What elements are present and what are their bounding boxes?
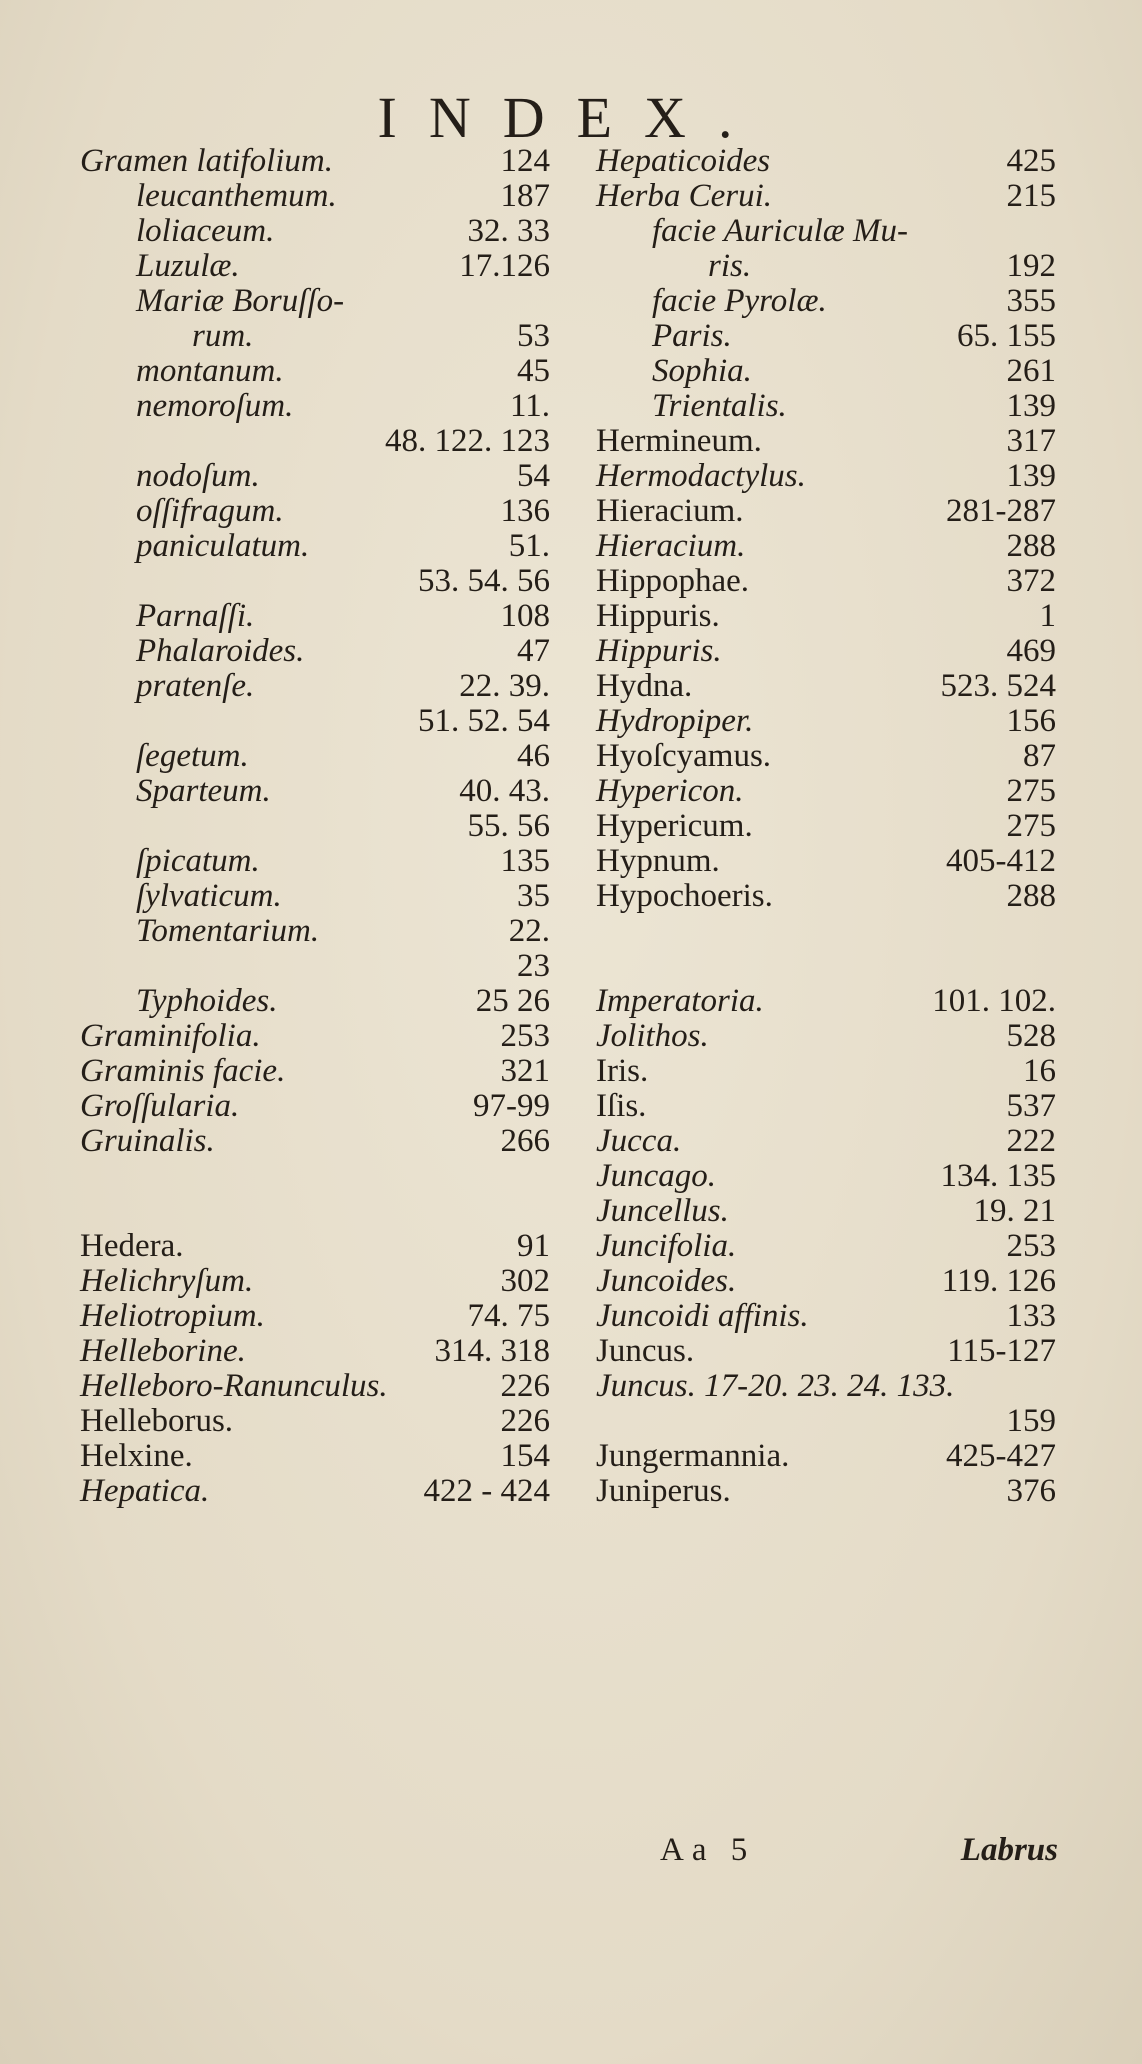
index-entry (80, 214, 550, 249)
index-entry (596, 354, 1056, 389)
index-entry (596, 1089, 1056, 1124)
entry-pages: 40. 43. (459, 773, 550, 809)
index-entry (596, 774, 1056, 809)
entry-pages: 115-127 (947, 1333, 1056, 1369)
index-entry (596, 1229, 1056, 1264)
index-entry (596, 704, 1056, 739)
entry-pages: 317 (1006, 423, 1056, 459)
page-title: INDEX. (377, 85, 765, 150)
entry-pages: 253 (500, 1018, 550, 1054)
entry-name: nodoſum. (136, 458, 260, 494)
index-entry (80, 529, 550, 564)
entry-pages: 54 (517, 458, 550, 494)
index-entry (596, 179, 1056, 214)
entry-name: Juncoidi affinis. (596, 1298, 809, 1334)
entry-name: Parnaſſi. (136, 598, 255, 634)
entry-pages: 288 (1006, 878, 1056, 914)
entry-name: Phalaroides. (136, 633, 305, 669)
index-entry (80, 1089, 550, 1124)
entry-name: facie Auriculæ Mu- (652, 213, 909, 249)
entry-pages: 314. 318 (434, 1333, 550, 1369)
index-entry (80, 179, 550, 214)
entry-name: loliaceum. (136, 213, 275, 249)
index-entry (80, 1404, 550, 1439)
index-entry (80, 249, 550, 284)
entry-pages: 275 (1006, 808, 1056, 844)
entry-name: Trientalis. (652, 388, 787, 424)
entry-pages: 139 (1006, 458, 1056, 494)
entry-pages: 215 (1006, 178, 1056, 214)
entry-pages: 19. 21 (973, 1193, 1056, 1229)
entry-pages: 55. 56 (467, 808, 550, 844)
index-entry (80, 844, 550, 879)
entry-name: Iris. (596, 1053, 649, 1089)
entry-pages: 425-427 (946, 1438, 1056, 1474)
index-entry (596, 1439, 1056, 1474)
entry-name: Hippuris. (596, 598, 720, 634)
entry-pages: 133 (1006, 1298, 1056, 1334)
entry-name: Juniperus. (596, 1473, 731, 1509)
entry-name: Juncifolia. (596, 1228, 737, 1264)
index-entry (596, 949, 1056, 984)
entry-name: Tomentarium. (136, 913, 320, 949)
entry-name: oſſifragum. (136, 493, 284, 529)
index-entry (596, 1369, 1056, 1404)
index-entry (596, 1159, 1056, 1194)
entry-pages: 187 (500, 178, 550, 214)
entry-pages: 154 (500, 1438, 550, 1474)
entry-pages: 22. (508, 913, 550, 949)
entry-name: Hydropiper. (596, 703, 754, 739)
entry-name: Sparteum. (136, 773, 271, 809)
entry-name: Graminis facie. (80, 1053, 286, 1089)
entry-pages: 266 (500, 1123, 550, 1159)
entry-name: montanum. (136, 353, 284, 389)
entry-pages: 376 (1006, 1473, 1056, 1509)
entry-name: Helichryſum. (80, 1263, 254, 1299)
entry-pages: 46 (517, 738, 550, 774)
entry-name: Hypochoeris. (596, 878, 773, 914)
index-entry (80, 599, 550, 634)
entry-pages: 405-412 (946, 843, 1056, 879)
index-entry (596, 284, 1056, 319)
index-column-left (80, 144, 550, 1509)
index-entry (80, 389, 550, 424)
index-entry (596, 1299, 1056, 1334)
index-entry (80, 424, 550, 459)
entry-name: Hermineum. (596, 423, 762, 459)
index-entry (596, 319, 1056, 354)
index-entry (596, 144, 1056, 179)
entry-pages: 281-287 (946, 493, 1056, 529)
index-entry (80, 984, 550, 1019)
entry-pages: 135 (500, 843, 550, 879)
index-entry (80, 319, 550, 354)
index-entry (80, 144, 550, 179)
entry-pages: 101. 102. (932, 983, 1056, 1019)
entry-pages: 17.126 (459, 248, 550, 284)
index-entry (596, 809, 1056, 844)
entry-name: Helleborine. (80, 1333, 246, 1369)
entry-name: nemoroſum. (136, 388, 294, 424)
index-entry (596, 879, 1056, 914)
entry-pages: 139 (1006, 388, 1056, 424)
index-entry (80, 949, 550, 984)
entry-name: Sophia. (652, 353, 752, 389)
entry-name: Luzulæ. (136, 248, 240, 284)
entry-pages: 226 (500, 1403, 550, 1439)
index-entry (80, 1369, 550, 1404)
entry-pages: 523. 524 (940, 668, 1056, 704)
entry-pages: 288 (1006, 528, 1056, 564)
entry-pages: 136 (500, 493, 550, 529)
entry-pages: 372 (1006, 563, 1056, 599)
entry-pages: 134. 135 (940, 1158, 1056, 1194)
index-entry (596, 1404, 1056, 1439)
entry-name: leucanthemum. (136, 178, 337, 214)
entry-pages: 23 (517, 948, 550, 984)
index-entry (80, 564, 550, 599)
entry-pages: 537 (1006, 1088, 1056, 1124)
index-entry (80, 704, 550, 739)
entry-name: rum. (192, 318, 254, 354)
index-entry (80, 494, 550, 529)
index-entry (596, 1054, 1056, 1089)
index-entry (80, 739, 550, 774)
index-entry (80, 1334, 550, 1369)
index-entry (596, 529, 1056, 564)
entry-pages: 469 (1006, 633, 1056, 669)
entry-name: Hepaticoides (596, 143, 771, 179)
entry-name: paniculatum. (136, 528, 310, 564)
entry-pages: 45 (517, 353, 550, 389)
entry-pages: 16 (1023, 1053, 1056, 1089)
index-entry (80, 354, 550, 389)
entry-name: ris. (708, 248, 752, 284)
index-entry (596, 1194, 1056, 1229)
index-entry (596, 1474, 1056, 1509)
index-entry (596, 389, 1056, 424)
entry-name: Groſſularia. (80, 1088, 240, 1124)
entry-pages: 422 - 424 (423, 1473, 550, 1509)
index-entry (596, 564, 1056, 599)
index-entry (80, 1474, 550, 1509)
entry-pages: 425 (1006, 143, 1056, 179)
index-entry (596, 984, 1056, 1019)
index-entry (596, 739, 1056, 774)
index-entry (596, 844, 1056, 879)
entry-name: Juncus. 17-20. 23. 24. 133. (596, 1368, 955, 1404)
entry-name: Hepatica. (80, 1473, 210, 1509)
entry-name: Jolithos. (596, 1018, 709, 1054)
entry-pages: 51. (508, 528, 550, 564)
entry-name: Paris. (652, 318, 732, 354)
entry-pages: 528 (1006, 1018, 1056, 1054)
entry-name: Herba Cerui. (596, 178, 772, 214)
entry-pages: 302 (500, 1263, 550, 1299)
entry-name: facie Pyrolæ. (652, 283, 827, 319)
index-entry (80, 1159, 550, 1194)
entry-name: Heliotropium. (80, 1298, 265, 1334)
index-entry (80, 634, 550, 669)
entry-pages: 51. 52. 54 (418, 703, 550, 739)
index-entry (596, 494, 1056, 529)
entry-name: Hydna. (596, 668, 693, 704)
entry-name: Juncago. (596, 1158, 717, 1194)
entry-pages: 156 (1006, 703, 1056, 739)
entry-name: Hypericum. (596, 808, 753, 844)
index-column-right (596, 144, 1056, 1509)
entry-name: Gramen latifolium. (80, 143, 333, 179)
index-entry (80, 1264, 550, 1299)
index-entry (80, 1124, 550, 1159)
entry-pages: 226 (500, 1368, 550, 1404)
index-entry (80, 459, 550, 494)
entry-pages: 35 (517, 878, 550, 914)
entry-pages: 11. (509, 388, 550, 424)
entry-pages: 355 (1006, 283, 1056, 319)
entry-pages: 47 (517, 633, 550, 669)
entry-pages: 159 (1006, 1403, 1056, 1439)
entry-pages: 48. 122. 123 (385, 423, 550, 459)
entry-name: Helxine. (80, 1438, 193, 1474)
entry-name: Imperatoria. (596, 983, 764, 1019)
signature-mark: Aa 5 (660, 1832, 756, 1868)
index-entry (80, 879, 550, 914)
entry-pages: 119. 126 (941, 1263, 1056, 1299)
entry-pages: 124 (500, 143, 550, 179)
index-entry (80, 1439, 550, 1474)
entry-name: Juncus. (596, 1333, 695, 1369)
index-entry (596, 1124, 1056, 1159)
entry-pages: 1 (1039, 598, 1056, 634)
entry-name: Juncellus. (596, 1193, 729, 1229)
entry-pages: 65. 155 (957, 318, 1056, 354)
entry-name: Mariæ Boruſſo- (136, 283, 345, 319)
entry-pages: 97-99 (473, 1088, 550, 1124)
index-entry (596, 1334, 1056, 1369)
index-entry (596, 459, 1056, 494)
entry-pages: 25 26 (475, 983, 550, 1019)
entry-pages: 108 (500, 598, 550, 634)
entry-name: Typhoides. (136, 983, 278, 1019)
entry-pages: 22. 39. (459, 668, 550, 704)
entry-pages: 253 (1006, 1228, 1056, 1264)
index-entry (80, 1019, 550, 1054)
entry-pages: 192 (1006, 248, 1056, 284)
index-entry (596, 634, 1056, 669)
entry-name: Hippuris. (596, 633, 722, 669)
entry-name: ſylvaticum. (136, 878, 282, 914)
index-entry (80, 669, 550, 704)
index-entry (80, 1229, 550, 1264)
index-entry (596, 424, 1056, 459)
entry-name: Helleborus. (80, 1403, 234, 1439)
index-entry (596, 914, 1056, 949)
index-entry (80, 914, 550, 949)
entry-name: Graminifolia. (80, 1018, 261, 1054)
entry-name: Jucca. (596, 1123, 682, 1159)
entry-name: Juncoides. (596, 1263, 737, 1299)
entry-pages: 87 (1023, 738, 1056, 774)
entry-name: ſpicatum. (136, 843, 260, 879)
entry-name: Hippophae. (596, 563, 750, 599)
entry-pages: 74. 75 (467, 1298, 550, 1334)
entry-pages: 53 (517, 318, 550, 354)
catchword: Labrus (960, 1832, 1058, 1868)
entry-name: Helleboro-Ranunculus. (80, 1368, 388, 1404)
entry-name: ſegetum. (136, 738, 249, 774)
index-entry (80, 1054, 550, 1089)
index-entry (596, 214, 1056, 249)
entry-name: Hedera. (80, 1228, 184, 1264)
index-entry (596, 669, 1056, 704)
entry-name: Hieracium. (596, 493, 744, 529)
index-entry (80, 1194, 550, 1229)
entry-name: Hermodactylus. (596, 458, 806, 494)
index-entry (596, 249, 1056, 284)
entry-pages: 261 (1006, 353, 1056, 389)
entry-pages: 32. 33 (467, 213, 550, 249)
entry-pages: 91 (517, 1228, 550, 1264)
entry-name: Hypnum. (596, 843, 720, 879)
index-entry (596, 599, 1056, 634)
entry-name: Hypericon. (596, 773, 744, 809)
entry-name: Jungermannia. (596, 1438, 790, 1474)
index-entry (80, 809, 550, 844)
entry-pages: 222 (1006, 1123, 1056, 1159)
entry-name: Gruinalis. (80, 1123, 215, 1159)
entry-pages: 275 (1006, 773, 1056, 809)
entry-name: pratenſe. (136, 668, 255, 704)
index-entry (80, 1299, 550, 1334)
entry-name: Iſis. (596, 1088, 647, 1124)
entry-pages: 321 (500, 1053, 550, 1089)
entry-name: Hyoſcyamus. (596, 738, 772, 774)
index-entry (80, 774, 550, 809)
index-entry (80, 284, 550, 319)
entry-name: Hieracium. (596, 528, 746, 564)
index-entry (596, 1264, 1056, 1299)
entry-pages: 53. 54. 56 (418, 563, 550, 599)
index-entry (596, 1019, 1056, 1054)
